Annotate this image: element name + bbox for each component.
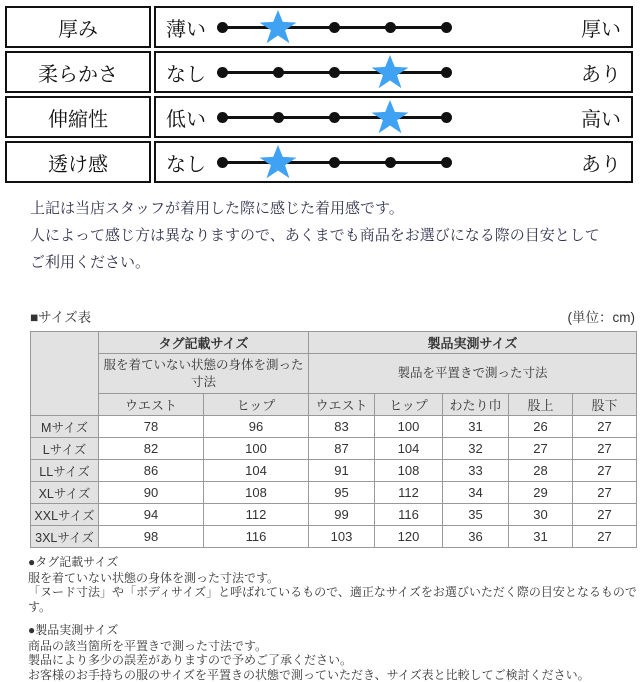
table-row <box>31 438 637 460</box>
measured-size-note-section <box>28 623 640 682</box>
feel-row-stretch <box>5 96 633 138</box>
size-value: 103 <box>309 526 375 548</box>
rating-star-icon <box>372 100 409 135</box>
size-value: 104 <box>204 460 309 482</box>
size-value: 82 <box>99 438 204 460</box>
size-value: 26 <box>509 416 573 438</box>
note-heading: ●製品実測サイズ <box>28 623 640 638</box>
rating-star-icon <box>372 55 409 90</box>
feel-attribute-label: 厚み <box>5 6 151 48</box>
size-value: 98 <box>99 526 204 548</box>
size-value: 86 <box>99 460 204 482</box>
scale-min-label: なし <box>166 148 212 177</box>
feel-scale-cell <box>154 51 633 93</box>
note-line: お客様のお手持ちの服のサイズを平置きの状態で測っていただき、サイズ表と比較してご検討ください。 <box>28 668 640 682</box>
note-line: 商品の該当箇所を平置きで測った寸法です。 <box>28 639 640 654</box>
column-group-measured-size: 製品実測サイズ <box>309 332 637 354</box>
size-table-description-row <box>31 354 637 394</box>
size-value: 104 <box>375 438 443 460</box>
column-header: わたり巾 <box>443 394 509 416</box>
tag-size-note-section <box>28 555 640 614</box>
table-row <box>31 460 637 482</box>
size-value: 33 <box>443 460 509 482</box>
size-row-label: Mサイズ <box>31 416 99 438</box>
size-value: 94 <box>99 504 204 526</box>
scale-dot <box>217 157 228 168</box>
size-section-header <box>30 306 635 326</box>
size-row-label: 3XLサイズ <box>31 526 99 548</box>
size-row-label: LLサイズ <box>31 460 99 482</box>
rating-scale <box>214 99 454 135</box>
wear-feel-table <box>2 3 636 186</box>
note-line: 製品により多少の誤差がありますので予めご了承ください。 <box>28 653 640 668</box>
size-value: 29 <box>509 482 573 504</box>
rating-star-icon <box>260 10 297 45</box>
size-value: 27 <box>573 438 637 460</box>
scale-max-label: あり <box>581 148 631 177</box>
size-value: 36 <box>443 526 509 548</box>
size-value: 31 <box>509 526 573 548</box>
size-value: 116 <box>204 526 309 548</box>
size-value: 90 <box>99 482 204 504</box>
feel-scale-cell <box>154 141 633 183</box>
scale-dot <box>273 112 284 123</box>
size-table-column-header-row <box>31 394 637 416</box>
feel-row-sheerness <box>5 141 633 183</box>
size-value: 27 <box>573 482 637 504</box>
size-value: 116 <box>375 504 443 526</box>
scale-dot <box>441 112 452 123</box>
column-header: ヒップ <box>375 394 443 416</box>
size-value: 87 <box>309 438 375 460</box>
size-row-label: XXLサイズ <box>31 504 99 526</box>
note-line: 服を着ていない状態の身体を測った寸法です。 <box>28 571 640 586</box>
feel-row-softness <box>5 51 633 93</box>
scale-dot <box>441 22 452 33</box>
scale-dot <box>217 67 228 78</box>
size-row-label: XLサイズ <box>31 482 99 504</box>
table-row <box>31 526 637 548</box>
scale-max-label: 高い <box>581 103 631 132</box>
size-value: 27 <box>573 460 637 482</box>
feel-attribute-label: 伸縮性 <box>5 96 151 138</box>
size-value: 95 <box>309 482 375 504</box>
measured-size-description: 製品を平置きで測った寸法 <box>309 354 637 394</box>
size-value: 31 <box>443 416 509 438</box>
feel-attribute-label: 柔らかさ <box>5 51 151 93</box>
size-value: 27 <box>509 438 573 460</box>
scale-dot <box>385 22 396 33</box>
scale-max-label: あり <box>581 58 631 87</box>
rating-scale <box>214 9 454 45</box>
size-table-corner-cell <box>31 332 99 416</box>
size-value: 100 <box>204 438 309 460</box>
scale-dot <box>329 67 340 78</box>
column-header: 股下 <box>573 394 637 416</box>
scale-track <box>222 99 446 135</box>
scale-dot <box>329 112 340 123</box>
size-value: 112 <box>375 482 443 504</box>
size-value: 91 <box>309 460 375 482</box>
size-value: 28 <box>509 460 573 482</box>
size-value: 108 <box>204 482 309 504</box>
rating-scale <box>214 54 454 90</box>
feel-scale-cell <box>154 96 633 138</box>
tag-size-description: 服を着ていない状態の身体を測った寸法 <box>99 354 309 394</box>
column-header: ウエスト <box>99 394 204 416</box>
table-row <box>31 416 637 438</box>
rating-star-icon <box>260 145 297 180</box>
scale-dot <box>217 112 228 123</box>
size-table-group-header-row <box>31 332 637 354</box>
size-value: 100 <box>375 416 443 438</box>
size-value: 32 <box>443 438 509 460</box>
rating-scale <box>214 144 454 180</box>
size-value: 34 <box>443 482 509 504</box>
size-value: 108 <box>375 460 443 482</box>
scale-dot <box>217 22 228 33</box>
size-value: 27 <box>573 504 637 526</box>
size-value: 99 <box>309 504 375 526</box>
size-notes <box>28 555 640 682</box>
scale-track <box>222 144 446 180</box>
note-heading: ●タグ記載サイズ <box>28 555 640 570</box>
scale-max-label: 厚い <box>581 13 631 42</box>
scale-dot <box>441 157 452 168</box>
scale-dot <box>273 67 284 78</box>
size-value: 83 <box>309 416 375 438</box>
column-group-tag-size: タグ記載サイズ <box>99 332 309 354</box>
size-value: 120 <box>375 526 443 548</box>
size-table-title: ■サイズ表 <box>30 306 91 326</box>
note-line: 上記は当店スタッフが着用した際に感じた着用感です。 <box>30 195 640 222</box>
size-row-label: Lサイズ <box>31 438 99 460</box>
scale-min-label: なし <box>166 58 212 87</box>
table-row <box>31 504 637 526</box>
column-header: 股上 <box>509 394 573 416</box>
scale-dot <box>329 157 340 168</box>
size-table <box>30 331 637 548</box>
size-value: 35 <box>443 504 509 526</box>
size-value: 27 <box>573 416 637 438</box>
staff-feel-note <box>30 195 640 276</box>
feel-scale-cell <box>154 6 633 48</box>
scale-dot <box>329 22 340 33</box>
note-line: ご利用ください。 <box>30 249 640 276</box>
scale-min-label: 薄い <box>166 13 212 42</box>
unit-label: (単位：cm) <box>568 306 636 326</box>
size-value: 112 <box>204 504 309 526</box>
column-header: ウエスト <box>309 394 375 416</box>
scale-min-label: 低い <box>166 103 212 132</box>
scale-track <box>222 9 446 45</box>
scale-track <box>222 54 446 90</box>
column-header: ヒップ <box>204 394 309 416</box>
table-row <box>31 482 637 504</box>
note-line: 「ヌード寸法」や「ボディサイズ」と呼ばれているもので、適正なサイズをお選びいただく際の目安となるものです。 <box>28 585 640 614</box>
size-value: 96 <box>204 416 309 438</box>
feel-row-thickness <box>5 6 633 48</box>
scale-dot <box>385 157 396 168</box>
size-value: 27 <box>573 526 637 548</box>
note-line: 人によって感じ方は異なりますので、あくまでも商品をお選びになる際の目安として <box>30 222 640 249</box>
size-value: 78 <box>99 416 204 438</box>
scale-dot <box>441 67 452 78</box>
feel-attribute-label: 透け感 <box>5 141 151 183</box>
size-value: 30 <box>509 504 573 526</box>
